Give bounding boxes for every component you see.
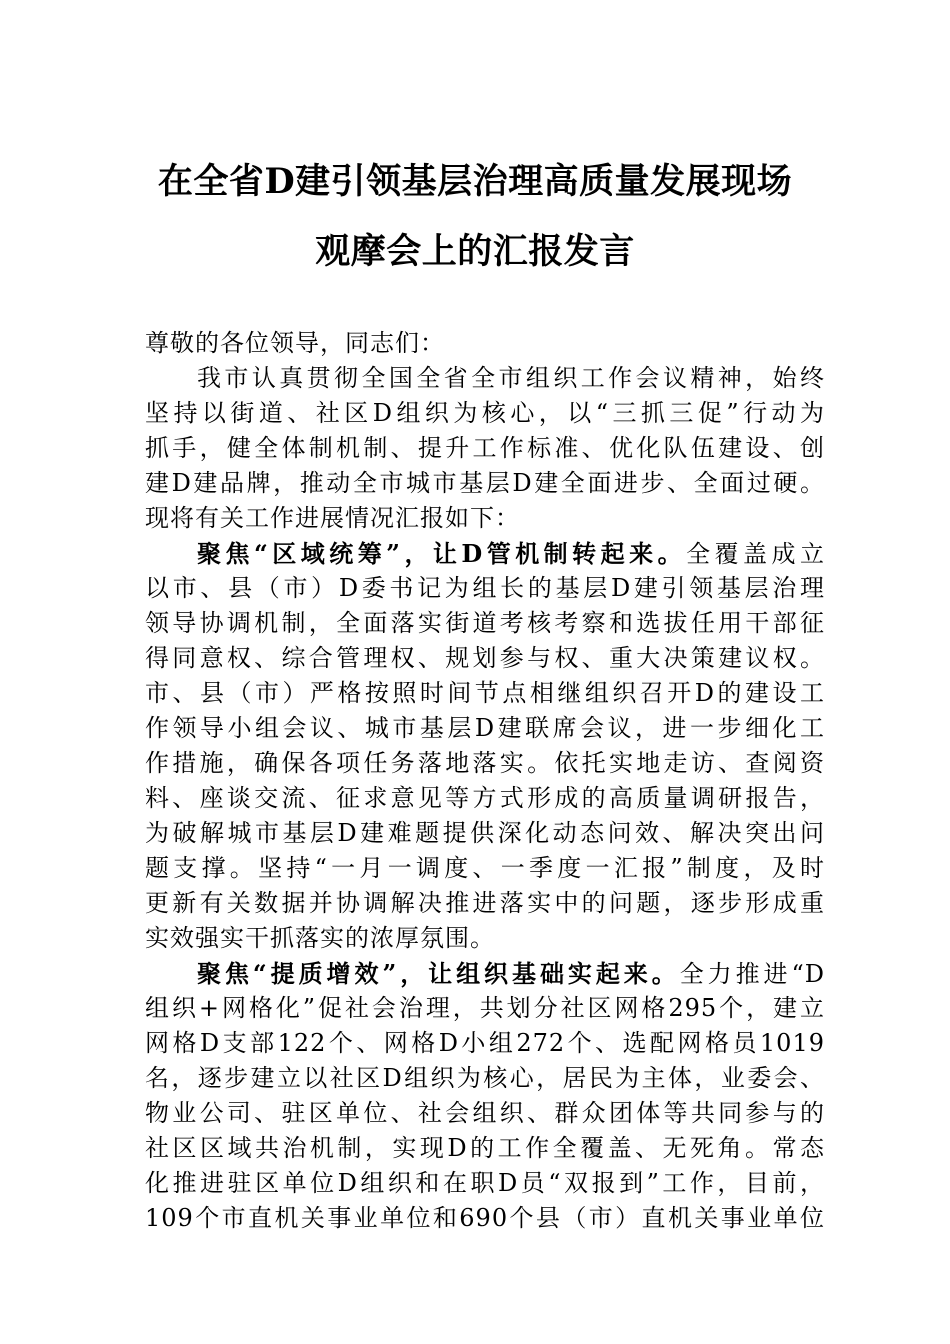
document-title-line-1: 在全省D建引领基层治理高质量发展现场 xyxy=(157,161,793,202)
intro-line: 抓手，健全体制机制、提升工作标准、优化队伍建设、创 xyxy=(145,434,825,462)
intro-line: 我市认真贯彻全国全省全市组织工作会议精神，始终 xyxy=(197,364,825,392)
section-1-line: 市、县（市）严格按照时间节点相继组织召开D的建设工 xyxy=(145,679,825,707)
section-2-line: 物业公司、驻区单位、社会组织、群众团体等共同参与的 xyxy=(145,1099,825,1127)
section-1-line: 作措施，确保各项任务落地落实。依托实地走访、查阅资 xyxy=(145,749,825,777)
section-1-line: 以市、县（市）D委书记为组长的基层D建引领基层治理 xyxy=(145,574,825,602)
section-2-line: 社区区域共治机制，实现D的工作全覆盖、无死角。常态 xyxy=(145,1134,825,1162)
section-1-line: 题支撑。坚持“一月一调度、一季度一汇报”制度，及时 xyxy=(145,854,825,882)
section-1-line: 料、座谈交流、征求意见等方式形成的高质量调研报告， xyxy=(145,784,825,812)
section-2-heading: 聚焦“提质增效”，让组织基础实起来。 xyxy=(197,959,680,988)
section-1-text: 全覆盖成立 xyxy=(686,540,826,568)
section-1-line: 作领导小组会议、城市基层D建联席会议，进一步细化工 xyxy=(145,714,825,742)
section-2-line: 网格D支部122个、网格D小组272个、选配网格员1019 xyxy=(145,1029,825,1057)
section-1-line: 实效强实干抓落实的浓厚氛围。 xyxy=(145,924,495,952)
section-1-first-line xyxy=(145,536,825,571)
section-2-line: 109个市直机关事业单位和690个县（市）直机关事业单位 xyxy=(145,1204,825,1232)
section-1-line: 为破解城市基层D建难题提供深化动态问效、解决突出问 xyxy=(145,819,825,847)
salutation: 尊敬的各位领导，同志们： xyxy=(145,329,445,357)
section-1-line: 领导协调机制，全面落实街道考核考察和选拔任用干部征 xyxy=(145,609,825,637)
section-1-line: 更新有关数据并协调解决推进落实中的问题，逐步形成重 xyxy=(145,889,825,917)
section-1-heading: 聚焦“区域统筹”，让D管机制转起来。 xyxy=(197,539,687,568)
intro-line: 坚持以街道、社区D组织为核心，以“三抓三促”行动为 xyxy=(145,399,825,427)
section-2-line: 组织+网格化”促社会治理，共划分社区网格295个，建立 xyxy=(145,994,825,1022)
document-title-line-2: 观摩会上的汇报发言 xyxy=(315,231,635,272)
section-2-text: 全力推进“D xyxy=(679,960,825,988)
section-2-line: 名，逐步建立以社区D组织为核心，居民为主体，业委会、 xyxy=(145,1064,825,1092)
intro-line: 建D建品牌，推动全市城市基层D建全面进步、全面过硬。 xyxy=(145,469,825,497)
section-2-line: 化推进驻区单位D组织和在职D员“双报到”工作，目前， xyxy=(145,1169,825,1197)
section-2-first-line xyxy=(145,956,825,991)
section-1-line: 得同意权、综合管理权、规划参与权、重大决策建议权。 xyxy=(145,644,825,672)
document-body xyxy=(145,326,825,1236)
intro-line: 现将有关工作进展情况汇报如下： xyxy=(145,504,520,532)
